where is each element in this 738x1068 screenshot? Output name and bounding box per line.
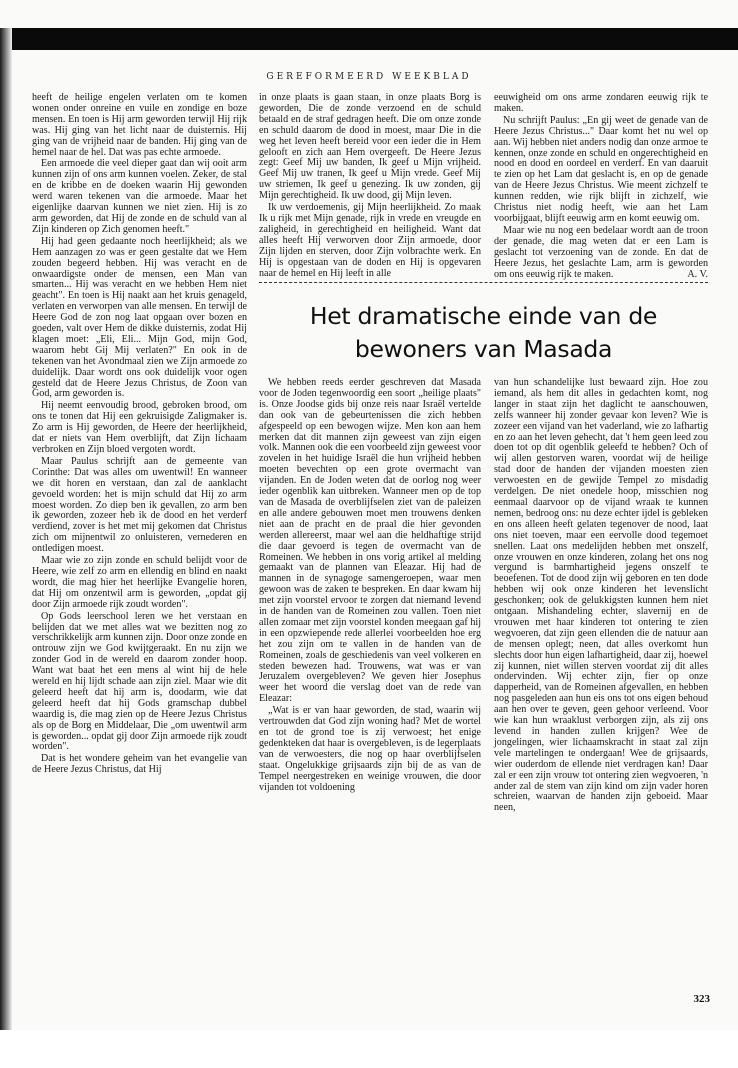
page-number: 323 (693, 993, 710, 1005)
article-headline (259, 300, 708, 366)
paragraph: Maar Paulus schrijft aan de gemeente van Corinthe: Dat was alles om uwentwil! En wanneer we dit horen en verstaan, dan zal de aanklacht gevoeld worden: het is mijn schuld dat Hij zo arm moest worden. Zo diep ben ik gevallen, zo arm ben ik geworden, zozeer heb ik de dood en het verderf verdiend, zover is het met mij gekomen dat Christus zich om mijnentwil zo onluisteren, vernederen en ontledigen moest. (32, 455, 247, 555)
scan-bottom-margin (0, 1030, 738, 1068)
running-header: GEREFORMEERD WEEKBLAD (266, 72, 472, 82)
paragraph: van hun schandelijke lust bewaard zijn. Hoe zou iemand, als hem dit alles in gedachten komt, nog langer in staat zijn het daglicht te aanschouwen, zelfs wanneer hij zonder gevaar kon leven? Wie is zozeer een vijand van het vaderland, wie zo lafhartig en zo aan het leven gehecht, dat 't hem geen leed zou doen tot op dit ogenblik geleefd te hebben? Och of wij allen gestorven waren, voordat wij de heilige stad door de handen der vijanden moesten zien verwoesten en de gewijde Tempel zo misdadig verdelgen. De niet onedele hoop, misschien nog eenmaal daarvoor op de vijand wraak te kunnen nemen, bedroog ons: nu deze echter ijdel is gebleken en ons alleen heeft gelaten tegenover de nood, laat ons niet toeven, maar een eervolle dood tegemoet snellen. Laat ons medelijden hebben met onszelf, onze vrouwen en onze kinderen, zolang het ons nog vergund is barmhartigheid jegens onszelf te beoefenen. Tot de dood zijn wij geboren en ten dode hebben wij ook onze kinderen het levenslicht geschonken; ook de gelukkigsten kunnen hem niet ontgaan. Mishandeling echter, slavernij en de vrouwen met haar kinderen tot ontering te zien wegvoeren, dat zijn geen ellenden die de natuur aan de mensen oplegt; neen, dat alles overkomt hun slechts door hun eigen lafhartigheid, daar zij, hoewel zij kunnen, niet willen sterven voordat zij dit alles ondervinden. Wij echter zijn, fier op onze dapperheid, van de Romeinen afgevallen, en hebben nog pasgeleden aan hun eis ons tot ons eigen behoud aan hen over te geven, geen gehoor verleend. Voor wie kan hun wraaklust verborgen zijn, als zij ons levend in handen zullen krijgen? Wee de jongelingen, wier lichaamskracht in staat zal zijn vele martelingen te ondergaan! Wee de grijsaards, wier ouderdom de ellende niet verdragen kan! Daar zal er een zijn vrouw tot ontering zien wegvoeren, 'n ander zal de stem van zijn kind om zijn vader horen schreien, waarvan de handen zijn geboeid. Maar neen, (494, 377, 708, 814)
paragraph: Hij had geen gedaante noch heerlijkheid; als we Hem aanzagen zo was er geen gestalte dat we Hem zouden begeerd hebben. Hij was veracht en de onwaardigste onder de mensen, een Man van smarten... Hij was veracht en we hebben Hem niet geacht". En toen is Hij naakt aan het kruis genageld, verlaten en verworpen van alle mensen. En terwijl de Heere God de zon nog laat opgaan over bozen en goeden, valt over Hem de dikke duisternis, zodat Hij klagen moet: „Eli, Eli... Mijn God, mijn God, waarom hebt Gij Mij verlaten?" En ook in de tekenen van het Avondmaal zien we Zijn armoede zo duidelijk. Daar wordt ons ook duidelijk voor ogen gesteld dat de Heere Jezus Christus, de Zoon van God, arm geworden is. (32, 235, 247, 400)
column-1 (32, 93, 247, 777)
dashed-divider (259, 282, 708, 283)
paragraph: „Wat is er van haar geworden, de stad, waarin wij vertrouwden dat God zijn woning had? Met de wortel en tot de grond toe is zij verwoest; het enige gedenkteken dat haar is overgebleven, is de legerplaats van de verwoesters, die nog op haar overblijfselen staat. Ongelukkige grijsaards zijn bij de as van de Tempel neergestreken en weinige vrouwen, die door vijanden tot voldoening (259, 705, 481, 793)
scan-left-edge (0, 28, 12, 1068)
headline-line-1: Het dramatische einde van de (309, 302, 658, 330)
headline-line-2: bewoners van Masada (354, 335, 613, 363)
paragraph: eeuwigheid om ons arme zondaren eeuwig rijk te maken. (494, 92, 708, 114)
paragraph: Hij neemt eenvoudig brood, gebroken brood, om ons te tonen dat Hij een gekruisigde Zaligmaker is. Zo arm is Hij geworden, de Heere der heerlijkheid, dat er niets van Hem overblijft, dat Zijn lichaam verbroken en Zijn bloed vergoten wordt. (32, 400, 247, 455)
column-3 (494, 93, 708, 281)
paragraph: Nu schrijft Paulus: „En gij weet de genade van de Heere Jezus Christus..." Daar komt het nu wel op aan. Wij hebben niet anders nodig dan onze armoe te kennen, onze zonde en schuld en ongerechtigheid en nood en dood en oordeel en verderf. En van daaruit te zien op het Lam dat geslacht is, en op de genade van de Heere Jezus Christus. Wie meent zichzelf te kunnen redden, wie rijk blijft in zichzelf, wie Christus niet nodig heeft, wie aan het Lam voorbijgaat, blijft eeuwig arm en komt eeuwig om. (494, 114, 708, 224)
paragraph: Maar wie nu nog een bedelaar wordt aan de troon der genade, die mag weten dat er een Lam is geslacht tot verzoening van de zonde. En dat de Heere Jezus, het geslachte Lam, arm is geworden om ons eeuwig rijk te maken. (494, 224, 708, 280)
scan-top-border (0, 28, 738, 50)
author-signature: A. V. (687, 269, 708, 281)
paragraph: Een armoede die veel dieper gaat dan wij ooit arm kunnen zijn of ons arm kunnen voelen. Zeker, de stal en de kribbe en de doeken waarin Hij gewonden werd waren tekenen van die armoede. Maar het eigenlijke daarvan kunnen we niet zien. Hij is zo arm geworden, dat Hij de zonde en de schuld van al Zijn kinderen op Zich genomen heeft." (32, 158, 247, 235)
article-column-1 (259, 378, 481, 794)
paragraph: Maar wie zo zijn zonde en schuld belijdt voor de Heere, wie zelf zo arm en ellendig en blind en naakt wordt, die mag hier het heerlijke Evangelie horen, dat Hij om onzentwil arm is geworden, „opdat gij door Zijn armoede rijk zoudt worden". (32, 555, 247, 610)
article-column-2 (494, 378, 708, 815)
paragraph: Op Gods leerschool leren we het verstaan en belijden dat we met alles wat we bezitten nog zo verschrikkelijk arm kunnen zijn. Door onze zonde en ontrouw zijn we God kwijtgeraakt. En nu zijn we zonder God in de wereld en daarom zonder hoop. Want wat baat het een mens al wint hij de hele wereld en hij lijdt schade aan zijn ziel. Maar wie dit geleerd heeft dat hij arm is, doodarm, wie dat geleerd heeft dat hij Gods gramschap dubbel waardig is, die mag zien op de Heere Jezus Christus als op de Borg en Middelaar, Die „om uwentwil arm is geworden... opdat gij door Zijn armoede rijk zoudt worden". (32, 610, 247, 753)
paragraph: We hebben reeds eerder geschreven dat Masada voor de Joden tegenwoordig een soort „heilige plaats" is. Onze Joodse gids bij onze reis naar Israël vertelde dan ook van de gebeurtenissen die zich hebben afgespeeld op een bewogen wijze. Men kon aan hem merken dat dit mannen zijn geweest van zijn eigen volk. Mannen ook die een voorbeeld zijn geweest voor zovelen in het huidige Israël die hun vrijheid hebben moeten bevechten op een grote overmacht van vijanden. En de Joden weten dat de oorlog nog weer ieder ogenblik kan uitbreken. Wanneer men op de top van de Masada de overblijfselen ziet van de paleizen en alle andere gebouwen moet men trouwens denken niet aan de pracht en de praal die hier gevonden werden allereerst, maar wel aan die heldhaftige strijd die daar gevoerd is tegen de overmacht van de Romeinen. We hebben in ons vorig artikel al melding gemaakt van de plannen van Eleazar. Hij had de mannen in de synagoge samengeroepen, waar men gewoon was de zaken te bespreken. En daar kwam hij met zijn voorstel ervoor te zorgen dat niemand levend in de handen van de Romeinen zou vallen. Toen niet allen zomaar met zijn voorstel konden meegaan gaf hij in een opzwiepende rede allerlei voorbeelden hoe erg het zou zijn om te vallen in de handen van de Romeinen, zoals de geschiedenis van veel volkeren en steden bewezen had. Trouwens, wat was er van Jeruzalem overgebleven? We geven hier Josephus weer het woord die verslag doet van de rede van Eleazar: (259, 377, 481, 705)
column-2 (259, 93, 481, 280)
paragraph: in onze plaats is gaan staan, in onze plaats Borg is geworden, Die de zonde verzoend en de schuld betaald en de straf gedragen heeft. Die om onze zonde en schuld daarom de dood in moest, maar Die in die weg het leven heeft bereid voor een ieder die in Hem gelooft en zich aan Hem overgeeft. De Heere Jezus zegt: Geef Mij uw banden, Ik geef u Mijn vrijheid. Geef Mij uw tranen, Ik geef u Mijn vrede. Geef Mij uw striemen, Ik geef u genezing. Ik uw zonden, gij Mijn gerechtigheid. Ik uw dood, gij Mijn leven. (259, 92, 481, 202)
paragraph: heeft de heilige engelen verlaten om te komen wonen onder onreine en vuile en zondige en boze mensen. En toen is Hij arm geworden terwijl Hij rijk was. Hij ging van het licht naar de duisternis. Hij ging van de vrijheid naar de banden. Hij ging van de hemel naar de hel. Dat was pas echte armoede. (32, 92, 247, 158)
paragraph: Dat is het wondere geheim van het evangelie van de Heere Jezus Christus, dat Hij (32, 753, 247, 776)
paragraph: Ik uw verdoemenis, gij Mijn heerlijkheid. Zo maak Ik u rijk met Mijn genade, rijk in vrede en vreugde en zaligheid, in gerechtigheid en heiligheid. Want dat alles heeft Hij verworven door Zijn armoede, door Zijn lijden en sterven, door Zijn volbrachte werk. En Hij is opgestaan van de doden en Hij is opgevaren naar de hemel en Hij leeft in alle (259, 202, 481, 279)
